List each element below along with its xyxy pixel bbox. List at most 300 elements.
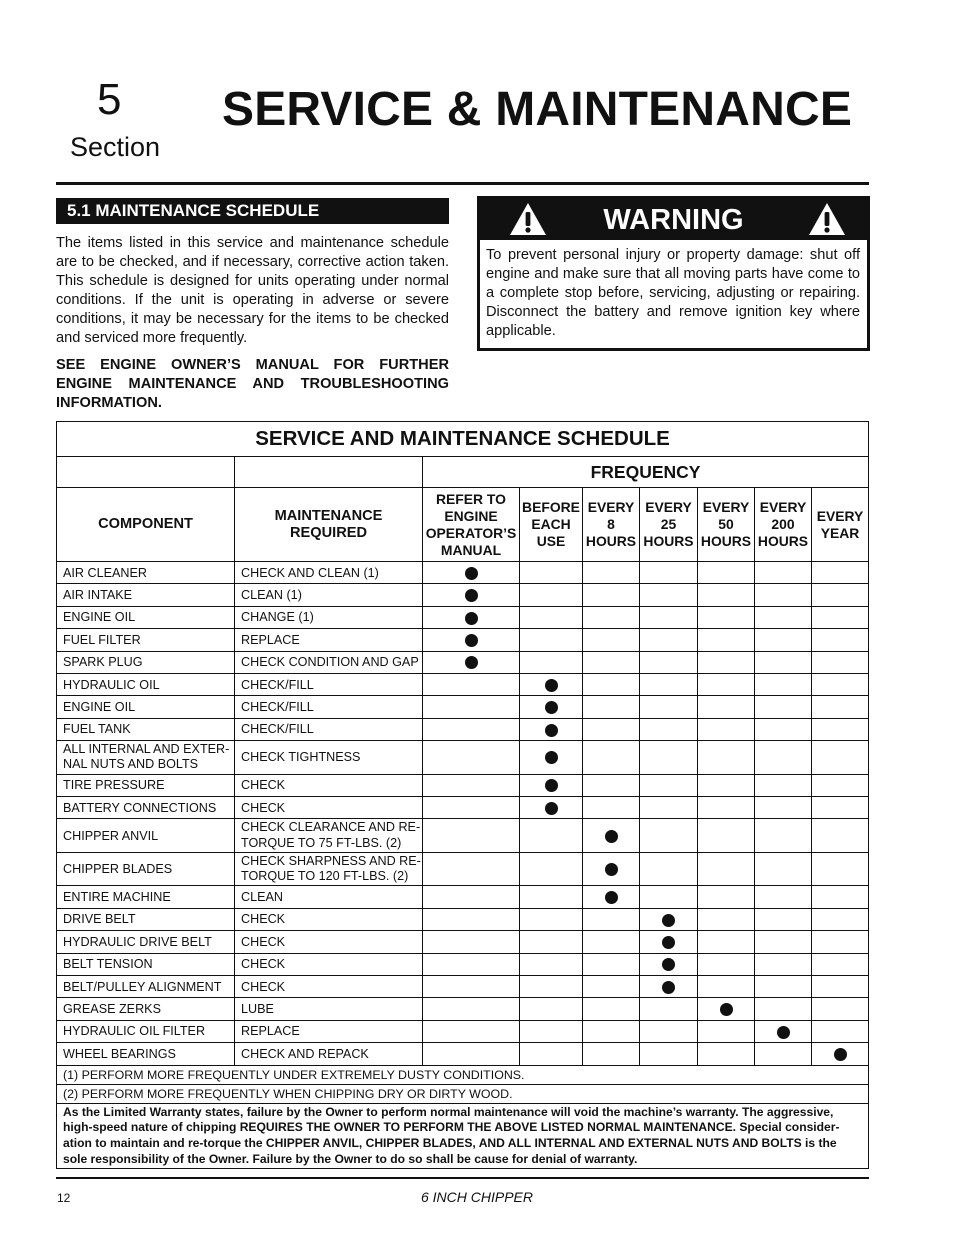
table-row	[57, 562, 869, 584]
col-header-line: 25	[660, 516, 677, 532]
schedule-body	[57, 422, 869, 1169]
header-rule	[56, 182, 869, 185]
table-row	[57, 718, 869, 740]
frequency-cell	[520, 931, 583, 953]
col-header-line: HOURS	[585, 533, 637, 549]
frequency-cell	[698, 852, 755, 886]
maintenance-cell	[235, 975, 423, 997]
maintenance-cell	[235, 852, 423, 886]
component-cell	[57, 1043, 235, 1065]
maintenance-cell	[235, 953, 423, 975]
component-text: ENGINE OIL	[63, 610, 136, 625]
maintenance-text: CLEAN (1)	[241, 588, 302, 603]
frequency-row	[57, 457, 869, 488]
frequency-cell	[640, 774, 698, 796]
frequency-cell	[755, 696, 812, 718]
frequency-dot-icon	[465, 656, 478, 669]
frequency-cell	[812, 931, 869, 953]
maintenance-cell	[235, 886, 423, 908]
component-cell	[57, 774, 235, 796]
frequency-cell	[583, 998, 640, 1020]
frequency-cell	[520, 606, 583, 628]
frequency-dot-icon	[545, 779, 558, 792]
component-text: ENGINE OIL	[63, 700, 136, 715]
footnote-row	[57, 1065, 869, 1084]
frequency-cell	[698, 998, 755, 1020]
frequency-cell	[698, 741, 755, 775]
frequency-cell	[640, 908, 698, 930]
maintenance-cell	[235, 1043, 423, 1065]
frequency-cell	[640, 1020, 698, 1042]
frequency-cell	[423, 562, 520, 584]
frequency-cell	[423, 975, 520, 997]
col-header-line: BEFORE	[522, 499, 580, 515]
frequency-cell	[755, 562, 812, 584]
frequency-cell	[640, 886, 698, 908]
frequency-dot-icon	[545, 751, 558, 764]
col-header-component: COMPONENT	[57, 488, 235, 562]
frequency-cell	[583, 651, 640, 673]
frequency-dot-icon	[605, 830, 618, 843]
intro-paragraph: The items listed in this service and maintenance schedule are to be checked, and if necessary, corrective action taken. This schedule is designed for units operating under normal conditions. If the unit is operating in adverse or severe conditions, it may be necessary for the items to be checked and serviced more frequently.	[56, 235, 449, 346]
maintenance-text: CHANGE (1)	[241, 610, 314, 625]
frequency-cell	[812, 584, 869, 606]
engine-manual-note: SEE ENGINE OWNER’S MANUAL FOR FURTHER ENGINE MAINTENANCE AND TROUBLESHOOTING INFORMATION.	[56, 357, 449, 412]
frequency-cell	[812, 852, 869, 886]
component-cell	[57, 629, 235, 651]
frequency-cell	[755, 908, 812, 930]
warranty-row	[57, 1103, 869, 1169]
frequency-cell	[640, 953, 698, 975]
frequency-cell	[812, 774, 869, 796]
frequency-cell	[520, 562, 583, 584]
col-header-line: REQUIRED	[289, 524, 368, 541]
frequency-cell	[640, 741, 698, 775]
frequency-cell	[812, 975, 869, 997]
col-header-line: 50	[718, 516, 734, 532]
col-header-line: EVERY	[702, 499, 750, 515]
frequency-cell	[520, 718, 583, 740]
frequency-cell	[583, 852, 640, 886]
maintenance-text: CHECK	[241, 979, 286, 994]
table-row	[57, 1020, 869, 1042]
frequency-cell	[423, 741, 520, 775]
component-text: AIR INTAKE	[63, 588, 133, 603]
frequency-cell	[640, 606, 698, 628]
frequency-cell	[698, 1020, 755, 1042]
maintenance-text: CHECK	[241, 934, 286, 949]
frequency-cell	[520, 886, 583, 908]
footnote-row	[57, 1084, 869, 1103]
frequency-cell	[698, 629, 755, 651]
section-label: Section	[70, 132, 161, 162]
maintenance-text: CHECK TIGHTNESS	[241, 750, 361, 765]
maintenance-text: CLEAN	[241, 890, 283, 905]
frequency-cell	[423, 852, 520, 886]
col-header-line: EVERY	[759, 499, 807, 515]
col-header-line: EVERY	[587, 499, 635, 515]
frequency-cell	[423, 673, 520, 695]
component-text: BELT/PULLEY ALIGNMENT	[63, 979, 222, 994]
col-header-line: ENGINE	[444, 507, 498, 524]
frequency-cell	[583, 819, 640, 853]
frequency-cell	[698, 819, 755, 853]
component-text: ENTIRE MACHINE	[63, 890, 171, 905]
maintenance-text: CHECK/FILL	[241, 700, 314, 715]
maintenance-cell	[235, 629, 423, 651]
frequency-cell	[640, 629, 698, 651]
frequency-cell	[520, 629, 583, 651]
frequency-cell	[583, 1020, 640, 1042]
component-cell	[57, 852, 235, 886]
empty-cell	[57, 457, 235, 488]
frequency-cell	[640, 584, 698, 606]
table-row	[57, 908, 869, 930]
table-row	[57, 774, 869, 796]
frequency-cell	[698, 975, 755, 997]
component-text: CHIPPER ANVIL	[63, 828, 159, 843]
frequency-dot-icon	[605, 891, 618, 904]
frequency-cell	[698, 718, 755, 740]
table-row	[57, 673, 869, 695]
frequency-cell	[698, 908, 755, 930]
component-cell	[57, 908, 235, 930]
component-text: BELT TENSION	[63, 957, 153, 972]
component-text: DRIVE BELT	[63, 912, 136, 927]
column-header-row	[57, 488, 869, 562]
maintenance-cell	[235, 718, 423, 740]
section-number: 5	[97, 75, 122, 124]
frequency-cell	[640, 819, 698, 853]
table-row	[57, 629, 869, 651]
maintenance-text: CHECK SHARPNESS AND RE-	[241, 853, 421, 868]
frequency-cell	[812, 953, 869, 975]
frequency-cell	[583, 931, 640, 953]
frequency-cell	[640, 718, 698, 740]
component-text: GREASE ZERKS	[63, 1002, 161, 1017]
frequency-cell	[755, 797, 812, 819]
col-header-freq	[755, 488, 812, 562]
frequency-cell	[520, 741, 583, 775]
component-cell	[57, 651, 235, 673]
frequency-cell	[812, 606, 869, 628]
frequency-cell	[520, 908, 583, 930]
frequency-dot-icon	[662, 958, 675, 971]
frequency-cell	[755, 886, 812, 908]
frequency-cell	[583, 953, 640, 975]
frequency-cell	[640, 931, 698, 953]
maintenance-cell	[235, 584, 423, 606]
table-row	[57, 797, 869, 819]
frequency-cell	[755, 651, 812, 673]
frequency-cell	[812, 673, 869, 695]
component-cell	[57, 673, 235, 695]
frequency-dot-icon	[720, 1003, 733, 1016]
maintenance-text: REPLACE	[241, 632, 300, 647]
component-text: CHIPPER BLADES	[63, 862, 173, 877]
frequency-cell	[812, 886, 869, 908]
col-header-line: OPERATOR’S	[425, 524, 517, 541]
col-header-freq	[520, 488, 583, 562]
frequency-cell	[423, 1043, 520, 1065]
frequency-cell	[423, 931, 520, 953]
frequency-cell	[583, 629, 640, 651]
frequency-dot-icon	[545, 701, 558, 714]
table-row	[57, 696, 869, 718]
frequency-cell	[423, 819, 520, 853]
component-cell	[57, 953, 235, 975]
frequency-cell	[520, 1020, 583, 1042]
frequency-cell	[755, 819, 812, 853]
frequency-cell	[423, 1020, 520, 1042]
table-row	[57, 931, 869, 953]
frequency-cell	[423, 584, 520, 606]
frequency-cell	[698, 673, 755, 695]
component-text: AIR CLEANER	[63, 565, 147, 580]
component-text: BATTERY CONNECTIONS	[63, 800, 217, 815]
frequency-cell	[755, 629, 812, 651]
component-text: NAL NUTS AND BOLTS	[63, 757, 199, 772]
component-text: ALL INTERNAL AND EXTER-	[63, 741, 230, 756]
frequency-cell	[520, 774, 583, 796]
warning-title: WARNING	[603, 204, 744, 236]
frequency-cell	[812, 998, 869, 1020]
warning-triangle-icon	[807, 201, 847, 237]
col-header-freq	[583, 488, 640, 562]
footer-rule	[56, 1177, 869, 1179]
table-row	[57, 852, 869, 886]
component-cell	[57, 696, 235, 718]
frequency-cell	[423, 606, 520, 628]
table-row	[57, 886, 869, 908]
col-header-line: MANUAL	[440, 541, 502, 558]
frequency-cell	[423, 953, 520, 975]
table-title: SERVICE AND MAINTENANCE SCHEDULE	[57, 422, 869, 457]
component-cell	[57, 606, 235, 628]
frequency-cell	[640, 975, 698, 997]
frequency-cell	[755, 931, 812, 953]
maintenance-text: CHECK	[241, 800, 286, 815]
col-header-maintenance	[235, 488, 423, 562]
table-row	[57, 819, 869, 853]
col-header-freq	[812, 488, 869, 562]
frequency-cell	[640, 1043, 698, 1065]
component-cell	[57, 931, 235, 953]
frequency-cell	[520, 998, 583, 1020]
frequency-cell	[698, 606, 755, 628]
table-row	[57, 998, 869, 1020]
component-cell	[57, 1020, 235, 1042]
frequency-label: FREQUENCY	[423, 457, 869, 488]
table-row	[57, 651, 869, 673]
component-cell	[57, 797, 235, 819]
frequency-cell	[755, 852, 812, 886]
maintenance-cell	[235, 908, 423, 930]
frequency-cell	[520, 696, 583, 718]
frequency-cell	[583, 886, 640, 908]
frequency-dot-icon	[545, 679, 558, 692]
component-cell	[57, 819, 235, 853]
frequency-cell	[520, 673, 583, 695]
frequency-cell	[583, 562, 640, 584]
frequency-cell	[755, 975, 812, 997]
table-row	[57, 1043, 869, 1065]
frequency-dot-icon	[545, 724, 558, 737]
component-text: HYDRAULIC DRIVE BELT	[63, 934, 212, 949]
frequency-cell	[812, 1020, 869, 1042]
maintenance-cell	[235, 819, 423, 853]
frequency-cell	[812, 651, 869, 673]
frequency-cell	[423, 651, 520, 673]
frequency-cell	[755, 774, 812, 796]
frequency-dot-icon	[465, 589, 478, 602]
frequency-dot-icon	[605, 863, 618, 876]
frequency-cell	[755, 953, 812, 975]
frequency-cell	[812, 908, 869, 930]
frequency-cell	[520, 975, 583, 997]
frequency-dot-icon	[465, 567, 478, 580]
frequency-cell	[640, 696, 698, 718]
frequency-cell	[698, 797, 755, 819]
component-cell	[57, 886, 235, 908]
footnote: (1) PERFORM MORE FREQUENTLY UNDER EXTREMELY DUSTY CONDITIONS.	[57, 1065, 869, 1084]
col-header-line: HOURS	[643, 533, 694, 549]
frequency-dot-icon	[465, 634, 478, 647]
frequency-cell	[423, 629, 520, 651]
frequency-cell	[698, 584, 755, 606]
frequency-cell	[640, 673, 698, 695]
frequency-cell	[520, 953, 583, 975]
maintenance-cell	[235, 562, 423, 584]
frequency-cell	[698, 774, 755, 796]
frequency-dot-icon	[662, 936, 675, 949]
frequency-cell	[583, 774, 640, 796]
frequency-cell	[698, 953, 755, 975]
component-cell	[57, 718, 235, 740]
maintenance-text: CHECK/FILL	[241, 677, 314, 692]
frequency-cell	[583, 1043, 640, 1065]
table-row	[57, 975, 869, 997]
col-header-freq	[640, 488, 698, 562]
table-row	[57, 584, 869, 606]
empty-cell	[235, 457, 423, 488]
col-header-line: EVERY	[645, 499, 692, 515]
col-header-line: REFER TO	[436, 490, 506, 507]
frequency-cell	[755, 673, 812, 695]
frequency-dot-icon	[777, 1026, 790, 1039]
col-header-freq	[698, 488, 755, 562]
frequency-cell	[698, 886, 755, 908]
maintenance-text: CHECK AND REPACK	[241, 1046, 369, 1061]
maintenance-text: CHECK	[241, 957, 286, 972]
frequency-cell	[583, 584, 640, 606]
component-text: SPARK PLUG	[63, 655, 143, 670]
component-cell	[57, 975, 235, 997]
maintenance-text: LUBE	[241, 1002, 274, 1017]
col-header-line: USE	[536, 533, 566, 549]
frequency-cell	[583, 741, 640, 775]
warranty-notice: As the Limited Warranty states, failure by the Owner to perform normal maintenance will void the machine’s warranty. The aggressive, high-speed nature of chipping REQUIRES THE OWNER TO PERFORM THE ABOVE LISTED NORMAL MAINTENANCE. Special consider-ation to maintain and re-torque the CHIPPER ANVIL, CHIPPER BLADES, AND ALL INTERNAL AND EXTERNAL NUTS AND BOLTS is the sole responsibility of the Owner. Failure by the Owner to do so shall be cause for denial of warranty.	[57, 1103, 869, 1169]
frequency-cell	[698, 562, 755, 584]
frequency-cell	[423, 718, 520, 740]
maintenance-cell	[235, 774, 423, 796]
footnote: (2) PERFORM MORE FREQUENTLY WHEN CHIPPING DRY OR DIRTY WOOD.	[57, 1084, 869, 1103]
frequency-cell	[812, 562, 869, 584]
frequency-cell	[755, 998, 812, 1020]
col-header-line: HOURS	[700, 533, 752, 549]
maintenance-cell	[235, 741, 423, 775]
frequency-cell	[423, 998, 520, 1020]
frequency-cell	[423, 908, 520, 930]
frequency-cell	[640, 852, 698, 886]
col-header-line: HOURS	[757, 533, 809, 549]
maintenance-text: TORQUE TO 120 FT-LBS. (2)	[241, 869, 409, 884]
maintenance-text: CHECK AND CLEAN (1)	[241, 565, 379, 580]
frequency-cell	[583, 797, 640, 819]
frequency-dot-icon	[545, 802, 558, 815]
frequency-cell	[583, 606, 640, 628]
frequency-cell	[520, 852, 583, 886]
frequency-cell	[812, 819, 869, 853]
component-text: WHEEL BEARINGS	[63, 1046, 176, 1061]
document-title: 6 INCH CHIPPER	[420, 1189, 534, 1205]
frequency-cell	[583, 908, 640, 930]
col-header-line: EACH	[531, 516, 571, 532]
frequency-cell	[640, 562, 698, 584]
maintenance-cell	[235, 1020, 423, 1042]
frequency-cell	[698, 651, 755, 673]
component-text: FUEL TANK	[63, 722, 131, 737]
maintenance-text: REPLACE	[241, 1024, 300, 1039]
maintenance-cell	[235, 606, 423, 628]
frequency-cell	[812, 1043, 869, 1065]
maintenance-schedule-table	[56, 421, 869, 1169]
frequency-cell	[812, 629, 869, 651]
frequency-dot-icon	[662, 981, 675, 994]
table-row	[57, 953, 869, 975]
maintenance-text: CHECK CONDITION AND GAP	[241, 655, 419, 670]
frequency-cell	[755, 584, 812, 606]
frequency-cell	[520, 651, 583, 673]
col-header-freq	[423, 488, 520, 562]
maintenance-text: CHECK	[241, 778, 286, 793]
frequency-cell	[755, 741, 812, 775]
frequency-cell	[583, 975, 640, 997]
frequency-cell	[423, 696, 520, 718]
subsection-heading: 5.1 MAINTENANCE SCHEDULE	[56, 198, 449, 224]
frequency-cell	[812, 696, 869, 718]
frequency-cell	[520, 819, 583, 853]
table-row	[57, 606, 869, 628]
component-text: HYDRAULIC OIL FILTER	[63, 1024, 206, 1039]
frequency-cell	[755, 606, 812, 628]
frequency-dot-icon	[465, 612, 478, 625]
warning-text: To prevent personal injury or property damage: shut off engine and make sure that all moving parts have come to a complete stop before, servicing, adjusting or repairing. Disconnect the battery and remove ignition key where applicable.	[486, 247, 860, 339]
col-header-line: EVERY	[816, 507, 864, 524]
frequency-cell	[520, 797, 583, 819]
col-header-line: YEAR	[820, 524, 860, 541]
frequency-cell	[698, 696, 755, 718]
warning-header	[480, 199, 867, 240]
frequency-cell	[423, 797, 520, 819]
warning-box	[477, 196, 870, 351]
component-cell	[57, 998, 235, 1020]
table-row	[57, 741, 869, 775]
frequency-cell	[423, 774, 520, 796]
maintenance-text: CHECK CLEARANCE AND RE-	[241, 820, 421, 835]
frequency-cell	[755, 718, 812, 740]
maintenance-cell	[235, 998, 423, 1020]
